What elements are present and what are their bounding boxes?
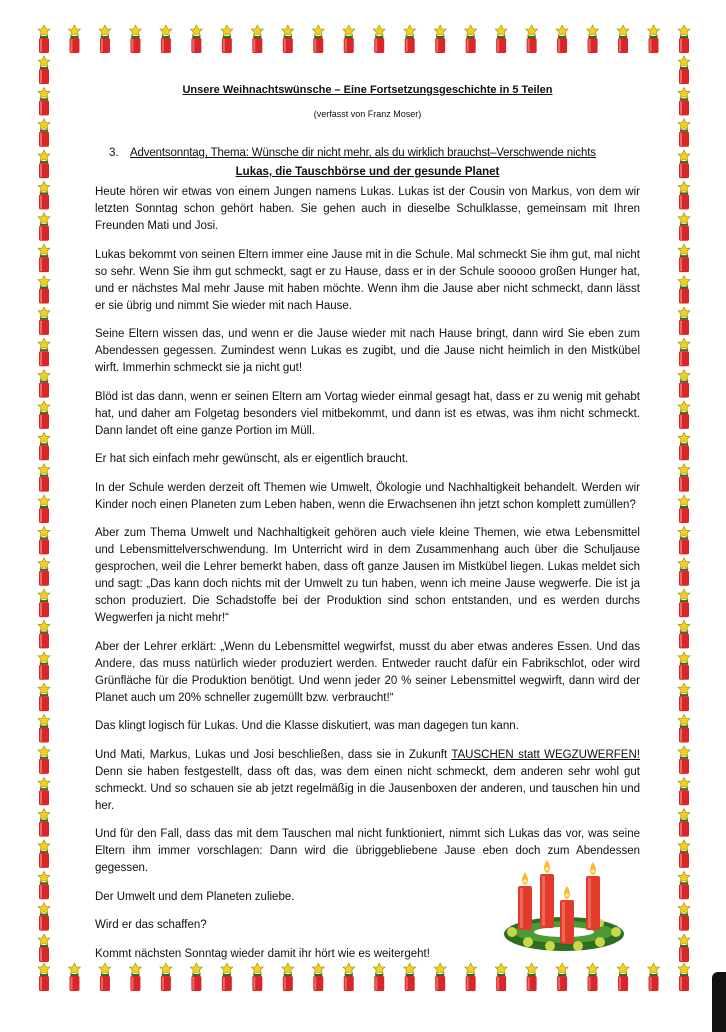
christmas-cracker-icon xyxy=(678,840,690,868)
christmas-cracker-icon xyxy=(678,119,690,147)
christmas-cracker-icon xyxy=(251,25,263,53)
paragraph-1: Heute hören wir etwas von einem Jungen namens Lukas. Lukas ist der Cousin von Markus, von dem wir letzten Sonntag schon gehört haben. Sie gehen auch in dieselbe Schulklasse, gemeinsam mit Ihren Freunden Mati und Josi. xyxy=(95,186,640,232)
christmas-cracker-icon xyxy=(38,558,50,586)
theme-number: 3. xyxy=(109,147,119,159)
paragraph-3: Seine Eltern wissen das, und wenn er die Jause wieder mit nach Hause bringt, dann wird Sie eben zum Abendessen gegessen. Zumindest wenn Lukas es zugibt, und die Jause nicht heimlich in den Mistkübel wirft. Immerhin schmeckt sie ja nicht gut! xyxy=(95,328,640,374)
christmas-cracker-icon xyxy=(587,25,599,53)
christmas-cracker-icon xyxy=(678,746,690,774)
christmas-cracker-icon xyxy=(68,25,80,53)
author-line: (verfasst von Franz Moser) xyxy=(313,109,422,119)
christmas-cracker-icon xyxy=(678,871,690,899)
paragraph-5: Er hat sich einfach mehr gewünscht, als er eigentlich braucht. xyxy=(95,453,409,465)
christmas-cracker-icon xyxy=(678,934,690,962)
christmas-cracker-icon xyxy=(617,25,629,53)
christmas-cracker-icon xyxy=(38,276,50,304)
christmas-cracker-icon xyxy=(68,963,80,991)
christmas-cracker-icon xyxy=(678,307,690,335)
christmas-cracker-icon xyxy=(373,25,385,53)
christmas-cracker-icon xyxy=(38,840,50,868)
christmas-cracker-icon xyxy=(678,370,690,398)
christmas-cracker-icon xyxy=(38,526,50,554)
christmas-cracker-icon xyxy=(38,464,50,492)
christmas-cracker-icon xyxy=(678,338,690,366)
christmas-cracker-icon xyxy=(38,432,50,460)
christmas-cracker-icon xyxy=(678,213,690,241)
christmas-cracker-icon xyxy=(648,963,660,991)
christmas-cracker-icon xyxy=(648,25,660,53)
christmas-cracker-icon xyxy=(678,526,690,554)
paragraph-10 xyxy=(95,747,640,815)
christmas-cracker-icon xyxy=(678,276,690,304)
top-cracker-border xyxy=(34,24,694,54)
christmas-cracker-icon xyxy=(38,338,50,366)
christmas-cracker-icon xyxy=(38,620,50,648)
christmas-cracker-icon xyxy=(678,620,690,648)
christmas-cracker-icon xyxy=(678,181,690,209)
christmas-cracker-icon xyxy=(678,777,690,805)
christmas-cracker-icon xyxy=(678,495,690,523)
christmas-cracker-icon xyxy=(38,244,50,272)
paragraph-4: Blöd ist das dann, wenn er seinen Eltern am Vortag wieder einmal gesagt hat, dass er zu wenig mit gehabt hat, und daher am Folgetag besonders viel mitbekommt, und dann ist es etwas, was ihm nicht schmeckt. Dann landet oft eine ganze Portion im Müll. xyxy=(95,390,640,437)
christmas-cracker-icon xyxy=(678,589,690,617)
christmas-cracker-icon xyxy=(678,809,690,837)
christmas-cracker-icon xyxy=(38,87,50,115)
christmas-cracker-icon xyxy=(343,25,355,53)
paragraph-6: In der Schule werden derzeit oft Themen wie Umwelt, Ökologie und Nachhaltigkeit behandelt. Werden wir Kinder noch einen Planeten zum Leben haben, wenn die Erwachsenen ihn jetzt schon komplett zumüllen? xyxy=(95,481,640,511)
christmas-cracker-icon xyxy=(38,119,50,147)
christmas-cracker-icon xyxy=(38,715,50,743)
christmas-cracker-icon xyxy=(678,683,690,711)
christmas-cracker-icon xyxy=(38,746,50,774)
christmas-cracker-icon xyxy=(678,87,690,115)
christmas-cracker-icon xyxy=(38,652,50,680)
christmas-cracker-icon xyxy=(221,25,233,53)
theme-line xyxy=(95,147,640,159)
christmas-cracker-icon xyxy=(38,213,50,241)
christmas-cracker-icon xyxy=(38,181,50,209)
christmas-cracker-icon xyxy=(678,244,690,272)
christmas-cracker-icon xyxy=(678,903,690,931)
left-cracker-border xyxy=(34,54,54,962)
christmas-cracker-icon xyxy=(38,370,50,398)
christmas-cracker-icon xyxy=(678,558,690,586)
christmas-cracker-icon xyxy=(678,432,690,460)
christmas-cracker-icon xyxy=(404,25,416,53)
christmas-cracker-icon xyxy=(465,25,477,53)
christmas-cracker-icon xyxy=(434,25,446,53)
christmas-cracker-icon xyxy=(129,25,141,53)
document-title: Unsere Weihnachtswünsche – Eine Fortsetzungsgeschichte in 5 Teilen xyxy=(182,84,553,96)
paragraph-14: Kommt nächsten Sonntag wieder damit ihr hört wie es weitergeht! xyxy=(95,947,430,960)
christmas-cracker-icon xyxy=(38,495,50,523)
paragraph-2: Lukas bekommt von seinen Eltern immer eine Jause mit in die Schule. Mal schmeckt Sie ihm gut, mal nicht so sehr. Wenn Sie ihm gut schmeckt, sagt er zu Hause, dass er in der Schule sooooo großen Hunger hat, und er nächstes Mal mehr Jause mit haben möchte. Wenn ihm die Jause aber nicht schmeckt, dann lässt er sie übrig und nimmt Sie wieder mit nach Hause. xyxy=(95,248,640,312)
christmas-cracker-icon xyxy=(38,401,50,429)
christmas-cracker-icon xyxy=(99,25,111,53)
paragraph-8: Aber der Lehrer erklärt: „Wenn du Lebensmittel wegwirfst, musst du aber etwas anderes Essen. Und das Andere, das muss natürlich wieder produziert werden. Entweder raucht dafür ein Fabrikschlot, oder wird Grünfläche für die Produktion benötigt. Und wenn jeder 20 % seiner Lebensmittel wegwirft, dann wird der Planet auch um 20% schneller zugemüllt bzw. verbraucht!“ xyxy=(95,640,640,704)
christmas-cracker-icon xyxy=(38,589,50,617)
page-corner-shadow xyxy=(712,972,726,1032)
paragraph-13: Wird er das schaffen? xyxy=(95,919,207,931)
christmas-cracker-icon xyxy=(38,903,50,931)
advent-wreath-icon xyxy=(498,856,630,956)
paragraph-7: Aber zum Thema Umwelt und Nachhaltigkeit gehören auch viele kleine Themen, wie etwa Lebensmittel und Lebensmittelverschwendung. Im Unterricht wird in dem Zusammenhang auch über die Schuljause gesprochen, weil die Lehrer bemerkt haben, dass oft ganze Jausen im Mistkübel liegen. Lukas meldet sich und sagt: „Das kann doch nichts mit der Umwelt zu tun haben, wenn ich meine Jause wegwerfe. Die ist ja schon produziert. Die Schadstoffe bei der Produktion sind schon entstanden, und es werden durchs Wegwerfen ja nicht mehr!“ xyxy=(95,527,640,624)
christmas-cracker-icon xyxy=(38,150,50,178)
christmas-cracker-icon xyxy=(38,56,50,84)
christmas-cracker-icon xyxy=(556,25,568,53)
christmas-cracker-icon xyxy=(38,963,50,991)
christmas-cracker-icon xyxy=(38,809,50,837)
christmas-cracker-icon xyxy=(190,25,202,53)
story-subtitle: Lukas, die Tauschbörse und der gesunde Planet xyxy=(235,166,500,178)
christmas-cracker-icon xyxy=(38,25,50,53)
document-body xyxy=(95,80,640,974)
christmas-cracker-icon xyxy=(678,652,690,680)
christmas-cracker-icon xyxy=(678,150,690,178)
christmas-cracker-icon xyxy=(38,871,50,899)
right-cracker-border xyxy=(674,54,694,962)
christmas-cracker-icon xyxy=(678,464,690,492)
christmas-cracker-icon xyxy=(38,307,50,335)
christmas-cracker-icon xyxy=(312,25,324,53)
christmas-cracker-icon xyxy=(678,401,690,429)
christmas-cracker-icon xyxy=(526,25,538,53)
swap-slogan: TAUSCHEN statt WEGZUWERFEN! xyxy=(451,748,640,761)
christmas-cracker-icon xyxy=(160,25,172,53)
paragraph-9: Das klingt logisch für Lukas. Und die Klasse diskutiert, was man dagegen tun kann. xyxy=(95,720,519,732)
christmas-cracker-icon xyxy=(678,25,690,53)
christmas-cracker-icon xyxy=(678,56,690,84)
paragraph-12: Der Umwelt und dem Planeten zuliebe. xyxy=(95,890,295,903)
christmas-cracker-icon xyxy=(282,25,294,53)
christmas-cracker-icon xyxy=(38,777,50,805)
christmas-cracker-icon xyxy=(495,25,507,53)
christmas-cracker-icon xyxy=(678,963,690,991)
paragraph-10-start: Und Mati, Markus, Lukas und Josi beschließen, dass sie in Zukunft xyxy=(95,748,452,761)
paragraph-10-end: Denn sie haben festgestellt, dass oft das, was dem einen nicht schmeckt, dem anderen sehr wohl gut schmeckt. Und so schauen sie ab jetzt regelmäßig in die Jausenboxen der anderen, und tauschen hin und her. xyxy=(95,765,640,812)
christmas-cracker-icon xyxy=(38,683,50,711)
christmas-cracker-icon xyxy=(38,934,50,962)
paragraph-11: Und für den Fall, dass das mit dem Tauschen mal nicht funktioniert, nimmt sich Lukas das vor, was seine Eltern ihm immer vorschlagen: Dann wird die übriggebliebene Jause eben doch zum Abendessen gegessen. xyxy=(95,828,640,874)
christmas-cracker-icon xyxy=(678,715,690,743)
theme-text: Adventsonntag, Thema: Wünsche dir nicht mehr, als du wirklich brauchst–Verschwende nichts xyxy=(130,147,596,159)
